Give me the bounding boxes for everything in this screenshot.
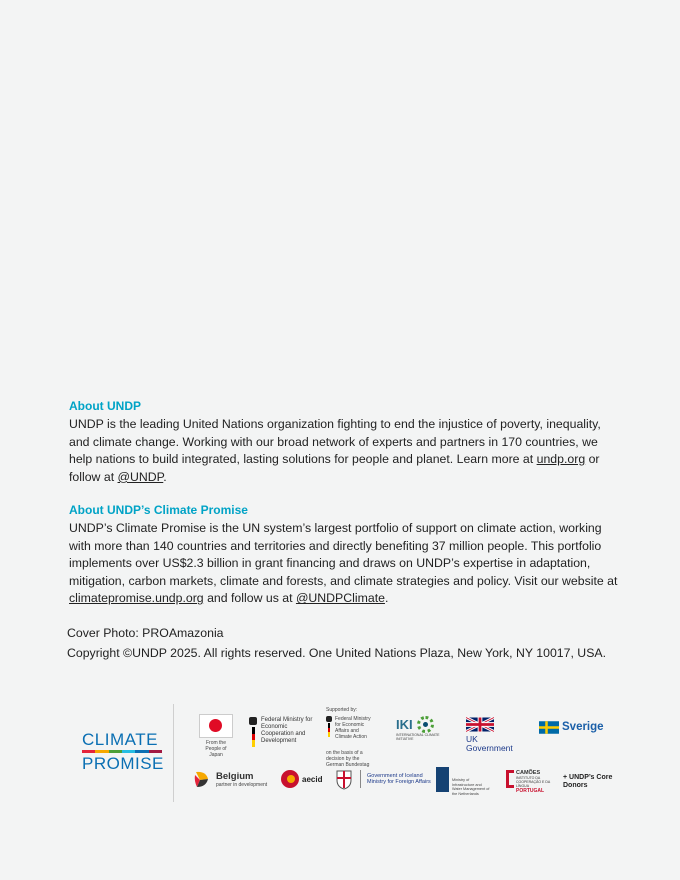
japan-logo: From the People of Japan — [198, 714, 234, 758]
japan-flag-icon — [199, 714, 233, 738]
iceland-coat-of-arms-icon — [334, 768, 354, 790]
camoes-bracket-icon — [506, 770, 514, 788]
sweden-logo: Sverige — [539, 721, 604, 734]
climate-promise-color-bar — [82, 750, 162, 753]
iki-logo: IKI INTERNATIONAL CLIMATE INITIATIVE — [396, 717, 440, 741]
netherlands-ribbon-icon — [436, 767, 449, 792]
uk-government-logo: UK Government — [466, 717, 526, 753]
german-eagle-icon — [326, 716, 332, 740]
climatepromise-link[interactable]: climatepromise.undp.org — [69, 591, 204, 606]
cover-photo-credit: Cover Photo: PROAmazonia — [67, 626, 224, 640]
climate-promise-logo-line1: CLIMATE — [82, 730, 158, 749]
aecid-logo: aecid — [281, 770, 322, 788]
iceland-logo: Government of Iceland Ministry for Foreign Affairs — [334, 768, 431, 790]
about-undp-heading: About UNDP — [69, 399, 141, 413]
bmz-logo: Federal Ministry for Economic Cooperation and Development — [249, 717, 315, 747]
uk-flag-icon — [466, 717, 494, 732]
about-climate-promise-paragraph: UNDP’s Climate Promise is the UN system’s largest portfolio of support on climate action, working with more than 140 countries and territories and directly benefiting 37 million people. This portfolio implements over US$2.3 billion in grant financing and draws on UNDP’s expertise in adaptation, mitigation, carbon markets, climate and forests, and climate strategies and policy. Visit our website at climatepromise.undp.org and follow us at @UNDPClimate. — [69, 521, 618, 606]
climate-promise-logo-line2: PROMISE — [82, 754, 164, 773]
bmwk-logo: Supported by: Federal Ministry for Economic Affairs and Climate Action on the basis of a decision by the German Bundestag — [326, 707, 371, 768]
about-undp-paragraph: UNDP is the leading United Nations organization fighting to end the injustice of poverty, inequality, and climate change. Working with our broad network of experts and partners in 170 countries, we help nations to build integrated, lasting solutions for people and planet. Learn more at undp.org or follow at @UNDP. — [69, 417, 601, 484]
iki-globe-icon — [417, 716, 434, 733]
belgium-logo: Belgium partner in development — [194, 771, 267, 788]
portugal-camoes-logo: CAMÕES INSTITUTO DA COOPERAÇÃO E DA LÍNGUA PORTUGAL — [506, 770, 556, 794]
undp-core-donors-label: + UNDP’s Core Donors — [563, 774, 613, 789]
undp-social-link[interactable]: @UNDP — [117, 469, 164, 484]
undpclimate-social-link[interactable]: @UNDPClimate — [295, 591, 385, 606]
undp-org-link[interactable]: undp.org — [536, 452, 586, 467]
sweden-flag-icon — [539, 721, 559, 734]
german-eagle-icon — [249, 717, 257, 747]
aecid-emblem-icon — [281, 770, 299, 788]
about-climate-promise-heading: About UNDP’s Climate Promise — [69, 503, 248, 517]
netherlands-logo: Ministry of Infrastructure and Water Management of the Netherlands — [436, 767, 492, 796]
logo-divider — [173, 704, 174, 802]
belgium-emblem-icon — [194, 771, 210, 788]
climate-promise-logo — [82, 731, 162, 773]
copyright-notice: Copyright ©UNDP 2025. All rights reserved. One United Nations Plaza, New York, NY 10017, USA. — [67, 646, 607, 660]
